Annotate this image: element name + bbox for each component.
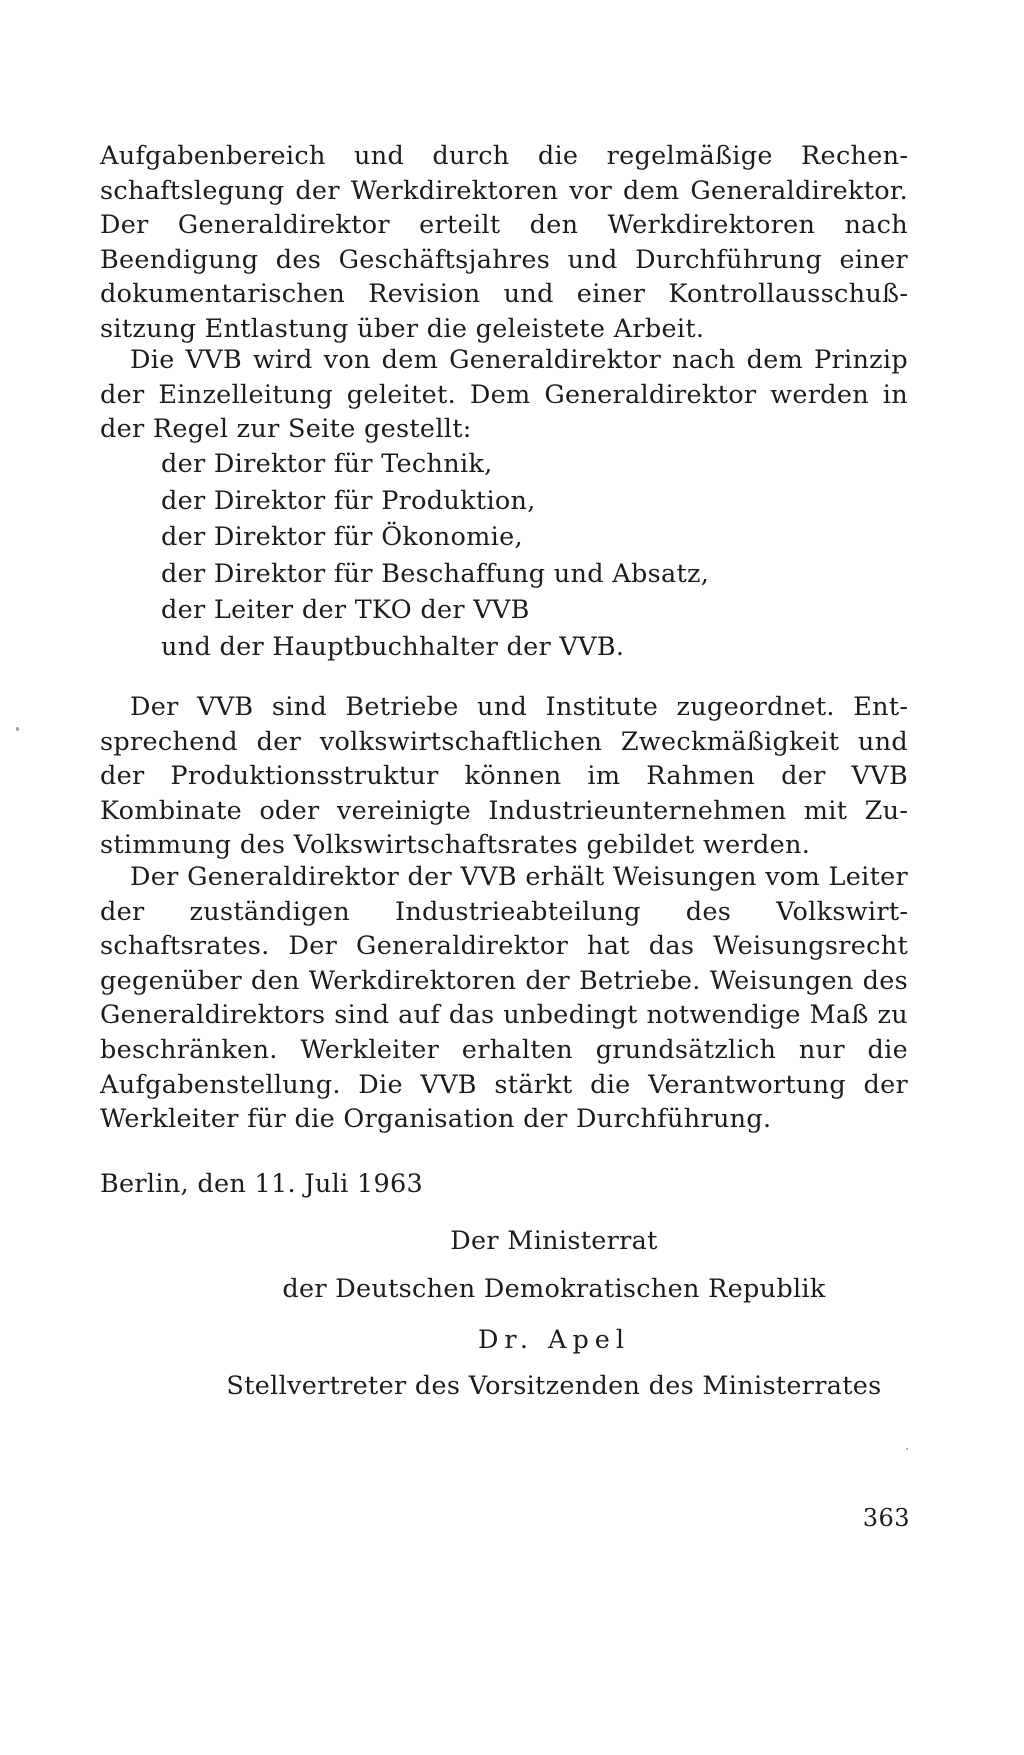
scan-speck [906,1448,908,1450]
signature-organization-line-2: der Deutschen Demokratischen Republik [282,1274,826,1304]
signature-organization-line-1: Der Ministerrat [450,1226,658,1256]
body-paragraph-1: Aufgabenbereich und durch die regelmäßige Rechenschaftslegung der Werkdirektoren vor dem Generaldirektor. Der Generaldirektor erteilt den Werkdirektoren nach Beendigung des Geschäftsjahres und Durchführung einer dokumentarischen Revision und einer Kontrollausschußsitzung Entlastung über die geleistete Arbeit. [100,141,908,344]
list-item: der Direktor für Beschaffung und Absatz, [161,558,710,589]
dateline: Berlin, den 11. Juli 1963 [100,1169,424,1199]
list-item: der Leiter der TKO der VVB [161,595,530,625]
list-item: der Direktor für Technik, [161,449,493,479]
list-item: der Direktor für Ökonomie, [161,522,523,552]
page-number: 363 [862,1504,910,1532]
director-list [161,446,709,665]
signatory-title: Stellvertreter des Vorsitzenden des Ministerrates [226,1371,882,1401]
scan-speck [16,727,19,731]
body-paragraph-4: Der Generaldirektor der VVB erhält Weisungen vom Leiter der zuständigen Industrieabteilung des Volkswirtschaftsrates. Der Generaldirektor hat das Weisungsrecht gegenüber den Werkdirektoren der Betriebe. Weisungen des Generaldirektors sind auf das unbedingt notwendige Maß zu beschränken. Werkleiter erhalten grundsätzlich nur die Aufgabenstellung. Die VVB stärkt die Verantwortung der Werkleiter für die Organisation der Durchführung. [100,862,908,1135]
list-item: und der Hauptbuchhalter der VVB. [161,631,625,662]
signatory-name: Dr. Apel [477,1325,631,1355]
body-paragraph-2: Die VVB wird von dem Generaldirektor nach dem Prinzip der Einzelleitung geleitet. Dem Generaldirektor werden in der Regel zur Seite gestellt: [100,345,908,445]
body-paragraph-3: Der VVB sind Betriebe und Institute zugeordnet. Entsprechend der volkswirtschaftlichen Zweckmäßigkeit und der Produktionsstruktur können im Rahmen der VVB Kombinate oder vereinigte Industrieunternehmen mit Zustimmung des Volkswirtschaftsrates gebildet werden. [100,692,908,861]
list-item: der Direktor für Produktion, [161,485,536,516]
